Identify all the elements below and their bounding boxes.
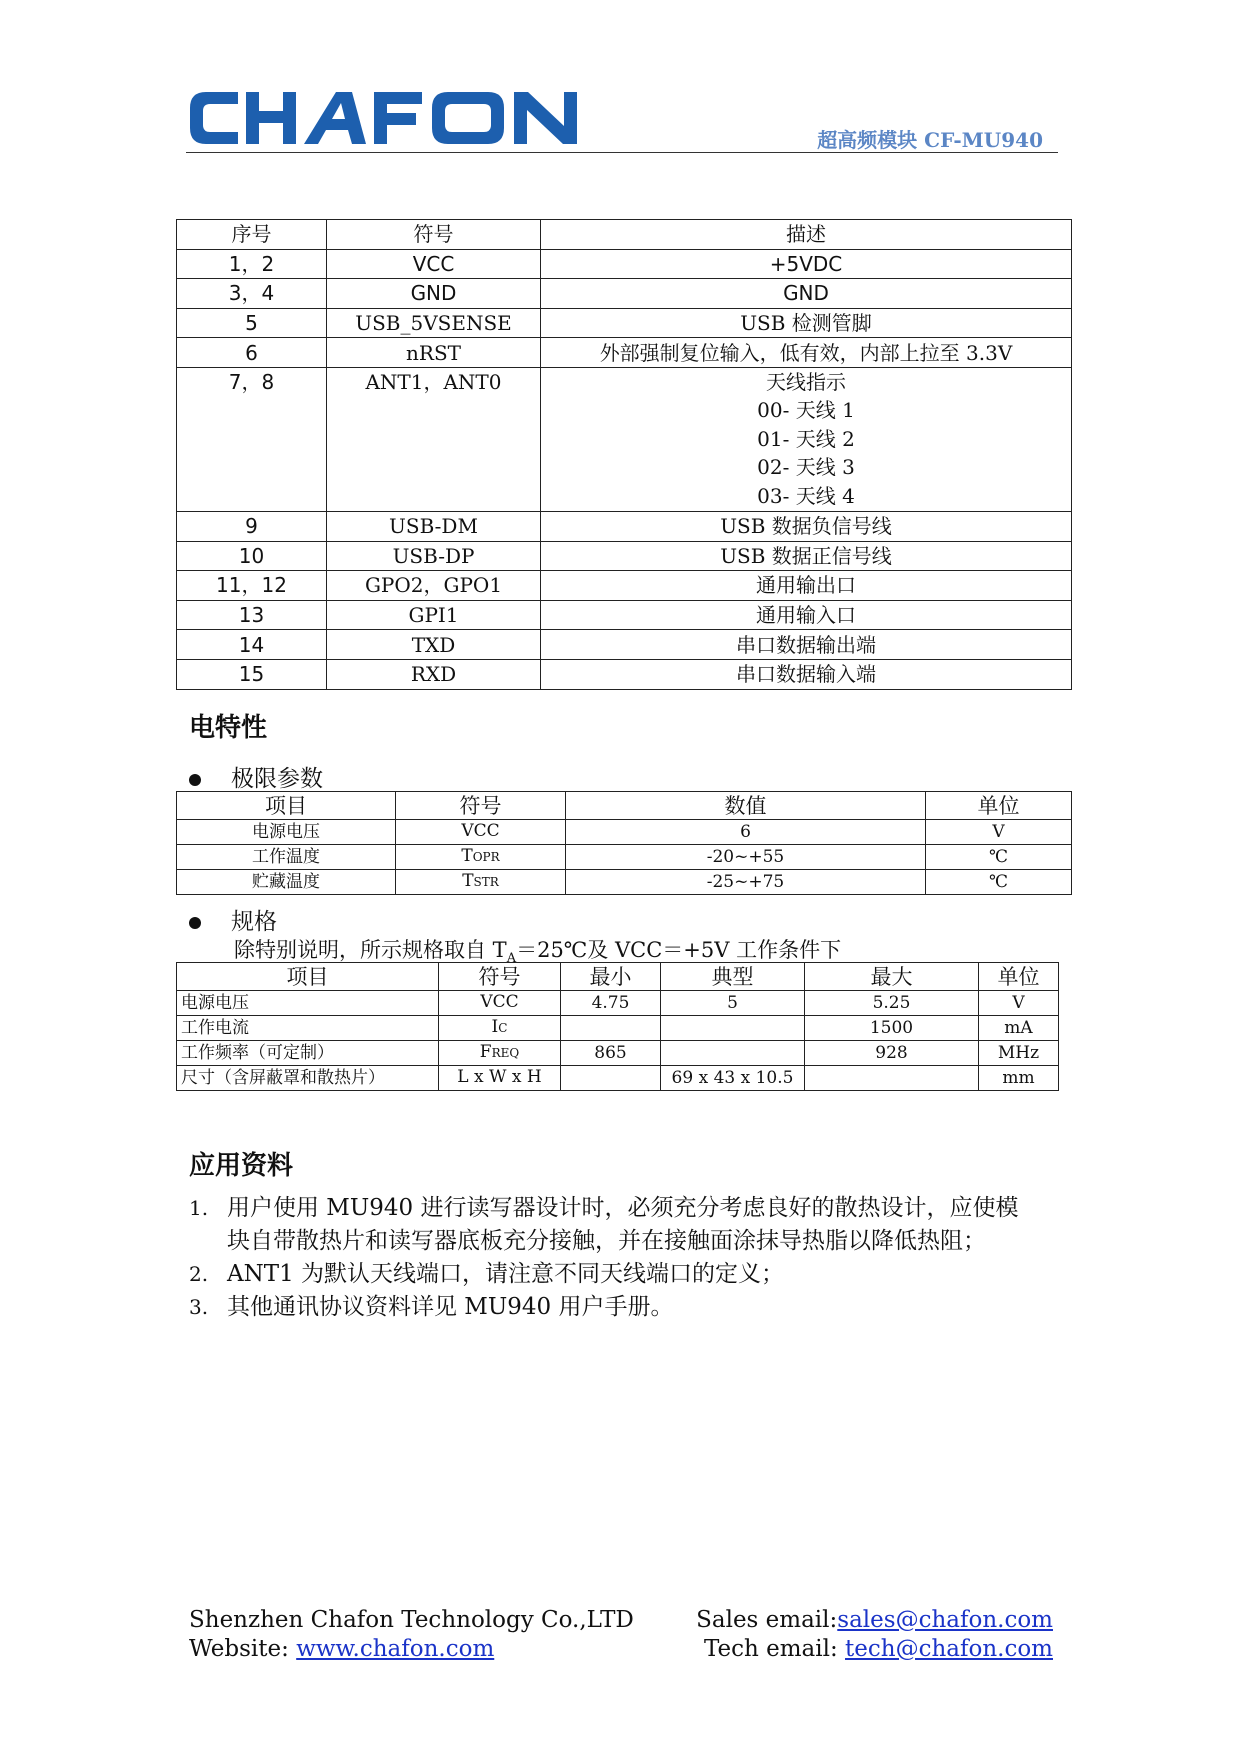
table-row <box>177 338 1072 368</box>
spec-min <box>561 1066 661 1091</box>
param-symbol: VCC <box>396 820 566 845</box>
table-row <box>177 571 1072 601</box>
param-item: 贮藏温度 <box>177 870 396 895</box>
website-link[interactable]: www.chafon.com <box>296 1636 495 1662</box>
footer-company: Shenzhen Chafon Technology Co.,LTD <box>189 1607 634 1633</box>
list-number: 2. <box>189 1262 209 1286</box>
pin-number: 6 <box>177 338 327 368</box>
column-header: 符号 <box>396 792 566 820</box>
table-row <box>177 367 1072 511</box>
spec-typ <box>661 1016 805 1041</box>
table-row <box>177 1041 1059 1066</box>
table-row <box>177 249 1072 279</box>
spec-unit: V <box>979 991 1059 1016</box>
table-row <box>177 820 1072 845</box>
spec-typ: 5 <box>661 991 805 1016</box>
product-label: 超高频模块 CF-MU940 <box>817 128 1043 152</box>
website-label: Website: <box>189 1636 297 1662</box>
column-header: 典型 <box>661 963 805 991</box>
header-divider <box>186 152 1058 153</box>
table-row <box>177 991 1059 1016</box>
pin-symbol: GPO2，GPO1 <box>327 571 541 601</box>
bullet-label: 规格 <box>231 909 277 935</box>
table-row <box>177 1066 1059 1091</box>
param-item: 工作温度 <box>177 845 396 870</box>
pin-number: 13 <box>177 600 327 630</box>
pin-number: 5 <box>177 308 327 338</box>
spec-min: 4.75 <box>561 991 661 1016</box>
param-unit: ℃ <box>926 845 1072 870</box>
spec-item: 工作电流 <box>177 1016 439 1041</box>
pin-number: 11，12 <box>177 571 327 601</box>
pin-symbol: nRST <box>327 338 541 368</box>
param-unit: ℃ <box>926 870 1072 895</box>
tech-label: Tech email: <box>703 1636 846 1662</box>
list-item <box>189 1258 1069 1291</box>
description-line: 天线指示 <box>766 369 846 394</box>
specs-condition-note: 除特别说明，所示规格取自 $T_A=25℃$及 VCC＝+5V 工作条件下 <box>234 938 842 967</box>
column-header: 符号 <box>439 963 561 991</box>
pin-description: +5VDC <box>541 249 1072 279</box>
pin-description: 串口数据输入端 <box>541 659 1072 689</box>
spec-min <box>561 1016 661 1041</box>
list-item <box>189 1192 1069 1258</box>
pin-symbol: GND <box>327 279 541 309</box>
column-header: 最大 <box>805 963 979 991</box>
spec-min: 865 <box>561 1041 661 1066</box>
table-row <box>177 541 1072 571</box>
spec-symbol: VCC <box>439 991 561 1016</box>
table-row <box>177 279 1072 309</box>
param-symbol: TSTR <box>396 870 566 895</box>
pin-symbol: VCC <box>327 249 541 279</box>
pin-number: 9 <box>177 511 327 541</box>
pin-number: 14 <box>177 630 327 660</box>
list-item-line: 块自带散热片和读写器底板充分接触，并在接触面涂抹导热脂以降低热阻； <box>227 1228 986 1254</box>
spec-unit: mA <box>979 1016 1059 1041</box>
bullet-limits <box>189 760 323 793</box>
pin-description <box>541 367 1072 511</box>
bullet-label: 极限参数 <box>231 766 323 792</box>
description-line: 03- 天线 4 <box>757 483 855 508</box>
application-list <box>189 1192 1069 1324</box>
spec-symbol: FREQ <box>439 1041 561 1066</box>
pin-description: USB 数据负信号线 <box>541 511 1072 541</box>
column-header: 符号 <box>327 220 541 250</box>
param-value: -25~+75 <box>566 870 926 895</box>
pin-description: GND <box>541 279 1072 309</box>
table-header-row <box>177 220 1072 250</box>
pin-number: 3，4 <box>177 279 327 309</box>
pin-number: 1，2 <box>177 249 327 279</box>
table-row <box>177 600 1072 630</box>
pin-symbol: GPI1 <box>327 600 541 630</box>
spec-typ <box>661 1041 805 1066</box>
param-symbol: TOPR <box>396 845 566 870</box>
spec-max: 928 <box>805 1041 979 1066</box>
table-header-row <box>177 963 1059 991</box>
spec-item: 工作频率（可定制） <box>177 1041 439 1066</box>
param-item: 电源电压 <box>177 820 396 845</box>
list-number: 3. <box>189 1295 209 1319</box>
chafon-logo <box>186 88 630 148</box>
pin-symbol: USB-DP <box>327 541 541 571</box>
table-row <box>177 659 1072 689</box>
pin-description: USB 检测管脚 <box>541 308 1072 338</box>
pin-number: 10 <box>177 541 327 571</box>
table-row <box>177 870 1072 895</box>
bullet-specs <box>189 903 277 936</box>
table-row <box>177 845 1072 870</box>
description-line: 02- 天线 3 <box>757 455 855 480</box>
pin-description: 串口数据输出端 <box>541 630 1072 660</box>
footer-tech-email <box>704 1636 1053 1662</box>
column-header: 最小 <box>561 963 661 991</box>
spec-item: 电源电压 <box>177 991 439 1016</box>
table-row <box>177 511 1072 541</box>
param-value: -20~+55 <box>566 845 926 870</box>
pin-description: 通用输出口 <box>541 571 1072 601</box>
spec-typ: 69 x 43 x 10.5 <box>661 1066 805 1091</box>
sales-label: Sales email: <box>696 1607 838 1633</box>
list-number: 1. <box>189 1196 209 1220</box>
spec-item: 尺寸（含屏蔽罩和散热片） <box>177 1066 439 1091</box>
pin-table <box>176 219 1072 690</box>
list-item-line: 其他通讯协议资料详见 MU940 用户手册。 <box>227 1294 674 1320</box>
pin-description: USB 数据正信号线 <box>541 541 1072 571</box>
specs-table <box>176 962 1059 1091</box>
spec-unit: MHz <box>979 1041 1059 1066</box>
list-item <box>189 1291 1069 1324</box>
pin-symbol: USB-DM <box>327 511 541 541</box>
param-unit: V <box>926 820 1072 845</box>
description-line: 00- 天线 1 <box>757 398 855 423</box>
limits-table <box>176 791 1072 895</box>
pin-symbol: RXD <box>327 659 541 689</box>
tech-email-link[interactable]: tech@chafon.com <box>845 1636 1053 1662</box>
description-line: 01- 天线 2 <box>757 426 855 451</box>
column-header: 序号 <box>177 220 327 250</box>
pin-description: 通用输入口 <box>541 600 1072 630</box>
column-header: 项目 <box>177 792 396 820</box>
section-title-electrical: 电特性 <box>189 713 268 743</box>
table-row <box>177 1016 1059 1041</box>
spec-unit: mm <box>979 1066 1059 1091</box>
pin-symbol: ANT1，ANT0 <box>327 367 541 511</box>
pin-description: 外部强制复位输入，低有效，内部上拉至 3.3V <box>541 338 1072 368</box>
table-row <box>177 308 1072 338</box>
pin-number: 15 <box>177 659 327 689</box>
param-value: 6 <box>566 820 926 845</box>
spec-symbol: IC <box>439 1016 561 1041</box>
pin-symbol: TXD <box>327 630 541 660</box>
spec-max: 1500 <box>805 1016 979 1041</box>
column-header: 描述 <box>541 220 1072 250</box>
table-header-row <box>177 792 1072 820</box>
footer-sales-email <box>696 1607 1053 1633</box>
footer-website <box>189 1636 494 1662</box>
section-title-application: 应用资料 <box>189 1151 294 1181</box>
bullet-dot-icon <box>189 774 201 786</box>
bullet-dot-icon <box>189 917 201 929</box>
column-header: 项目 <box>177 963 439 991</box>
column-header: 单位 <box>979 963 1059 991</box>
list-item-line: 用户使用 MU940 进行读写器设计时，必须充分考虑良好的散热设计，应使模 <box>227 1195 1019 1221</box>
spec-max: 5.25 <box>805 991 979 1016</box>
spec-symbol: L x W x H <box>439 1066 561 1091</box>
column-header: 单位 <box>926 792 1072 820</box>
pin-symbol: USB_5VSENSE <box>327 308 541 338</box>
sales-email-link[interactable]: sales@chafon.com <box>837 1607 1053 1633</box>
pin-number: 7，8 <box>177 367 327 511</box>
table-row <box>177 630 1072 660</box>
list-item-line: ANT1 为默认天线端口，请注意不同天线端口的定义； <box>227 1261 785 1287</box>
spec-max <box>805 1066 979 1091</box>
column-header: 数值 <box>566 792 926 820</box>
